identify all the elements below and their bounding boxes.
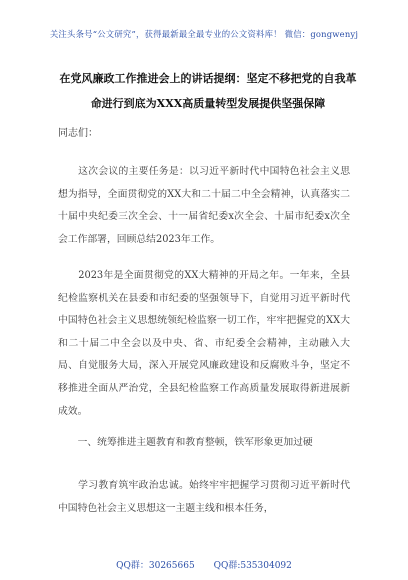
document-title: 在党风廉政工作推进会上的讲话提纲：坚定不移把党的自我革命进行到底为XXX高质量转型发展提供坚强保障	[59, 72, 357, 110]
section-heading: 一、统筹推进主题教育和教育整顿，铁军形象更加过硬	[58, 437, 313, 448]
footer-qq-group-2: QQ群:535304092	[213, 561, 292, 571]
header-banner: 关注头条号“公文研究”，获得最新最全最专业的公文资料库！ 微信：gongwenyj	[49, 29, 359, 39]
salutation: 同志们：	[58, 128, 98, 139]
footer-qq-group-1: QQ群：30265665	[116, 561, 195, 571]
paragraph: 学习教育筑牢政治忠诚。始终牢牢把握学习贯彻习近平新时代中国特色社会主义思想这一主题主线和根本任务，	[58, 480, 350, 514]
paragraph: 2023年是全面贯彻党的XX大精神的开局之年。一年来，全县纪检监察机关在县委和市纪委的坚强领导下，自觉用习近平新时代中国特色社会主义思想统领纪检监察一切工作，牢牢把握党的XX大和二十届二中全会以及中央、省、市纪委全会精神，主动融入大局、自觉服务大局，深入开展党风廉政建设和反腐败斗争，坚定不移推进全面从严治党，全县纪检监察工作高质量发展取得新进展新成效。	[58, 270, 350, 417]
footer	[0, 558, 408, 571]
paragraph: 这次会议的主要任务是：以习近平新时代中国特色社会主义思想为指导，全面贯彻党的XX大和二十届二中全会精神，认真落实二十届中央纪委三次全会、十一届省纪委x次全会、十届市纪委x次全会工作部署，回顾总结2023年工作。	[58, 166, 350, 245]
